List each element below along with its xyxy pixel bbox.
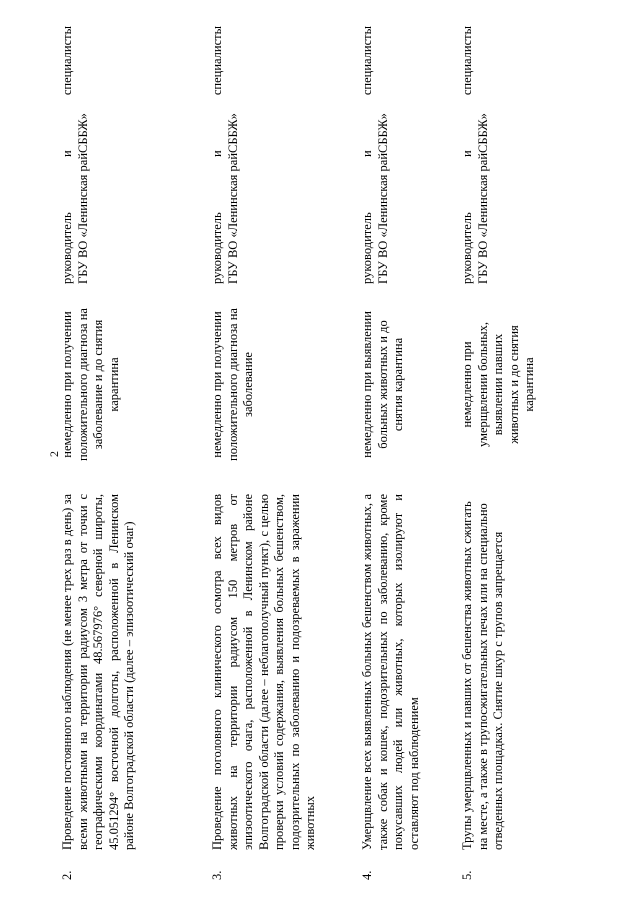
table-row xyxy=(210,22,345,882)
executor-line: руководитель и специалисты xyxy=(210,26,224,284)
executor-line: ГБУ ВО «Ленинская райСББЖ» xyxy=(225,113,240,284)
deadline-text: немедленно при получении положительного диагноза на заболевание и до снятия карантина xyxy=(60,308,121,461)
executor-text xyxy=(460,26,491,284)
executor-line: руководитель и специалисты xyxy=(460,26,474,284)
executor-line: ГБУ ВО «Ленинская райСББЖ» xyxy=(75,113,90,284)
measure-text: Трупы умерщвленных и павших от бешенства животных сжигать на месте, а также в трупосжигательных печах или на специально отведенных площадках. Снятие шкур с трупов запрещается xyxy=(460,501,505,850)
deadline-text: немедленно при выявлении больных животных и до снятия карантина xyxy=(360,311,405,458)
row-number: 4. xyxy=(360,870,374,880)
row-number: 2. xyxy=(60,870,74,880)
executor-text xyxy=(210,26,241,284)
measure-text: Проведение постоянного наблюдения (не менее трех раз в день) за всеми животными на территории радиусом 3 метра от точки с географическими координатами 48.567976° северной широты, 45.051294° восточной долготы, расположенной в Ленинском районе Волгоградской области (далее – эпизоотический очаг) xyxy=(60,494,136,850)
table-row xyxy=(360,22,435,882)
row-number: 3. xyxy=(210,870,224,880)
measure-text: Умерщвление всех выявленных больных бешенством животных, а также собак и кошек, подозрительных по заболеванию, кроме покусавших людей или животных, которых изолируют и оставляют под наблюдением xyxy=(360,494,421,850)
executor-text xyxy=(60,26,91,284)
measures-table xyxy=(60,22,600,882)
page-number: 2 xyxy=(47,451,61,457)
deadline-text: немедленно при умерщвлении больных, выявлении павших животных и до снятия карантина xyxy=(460,322,536,447)
measure-text: Проведение поголовного клинического осмотра всех видов животных на территории радиусом 150 метров от эпизоотического очага, расположенной в Ленинском районе Волгоградской области (далее – неблагополучный пункт), с целью проверки условий содержания, выявления больных бешенством, подозрительных по заболеванию и подозреваемых в заражении животных xyxy=(210,494,317,850)
executor-line: руководитель и специалисты xyxy=(360,26,374,284)
table-row xyxy=(460,22,550,882)
row-number: 5. xyxy=(460,870,474,880)
executor-line: ГБУ ВО «Ленинская райСББЖ» xyxy=(375,113,390,284)
table-row xyxy=(60,22,185,882)
executor-text xyxy=(360,26,391,284)
executor-line: ГБУ ВО «Ленинская райСББЖ» xyxy=(475,113,490,284)
deadline-text: немедленно при получении положительного диагноза на заболевание xyxy=(210,308,255,461)
executor-line: руководитель и специалисты xyxy=(60,26,74,284)
